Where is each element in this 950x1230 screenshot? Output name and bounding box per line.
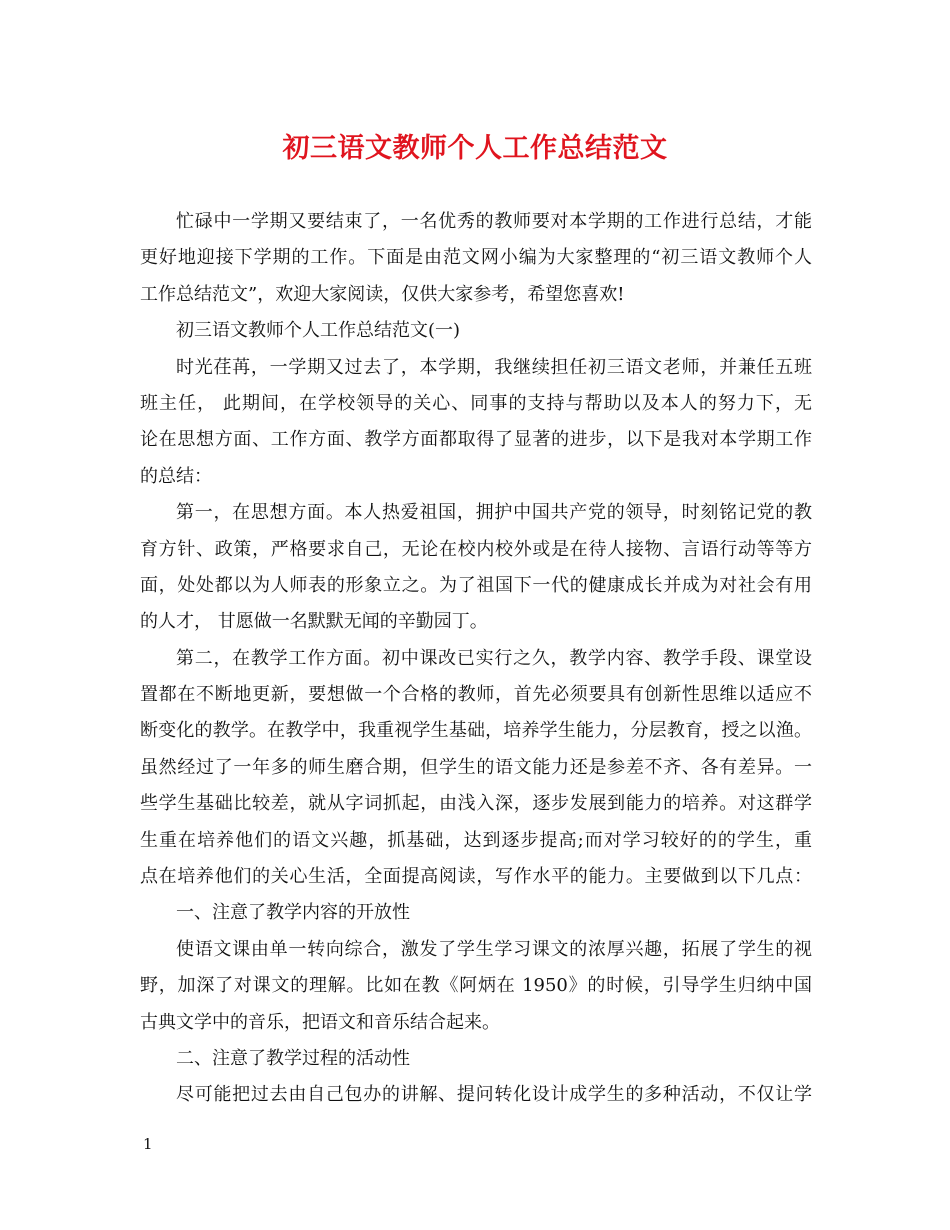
body-line: 断变化的教学。在教学中，我重视学生基础，培养学生能力，分层教育，授之以渔。 bbox=[140, 720, 812, 742]
body-line: 第一，在思想方面。本人热爱祖国，拥护中国共产党的领导，时刻铭记党的教 bbox=[176, 502, 812, 524]
body-line: 论在思想方面、工作方面、教学方面都取得了显著的进步，以下是我对本学期工作 bbox=[140, 429, 812, 451]
body-line: 一、注意了教学内容的开放性 bbox=[176, 902, 410, 924]
body-line: 虽然经过了一年多的师生磨合期，但学生的语文能力还是参差不齐、各有差异。一 bbox=[140, 756, 812, 778]
body-line: 育方针、政策，严格要求自己，无论在校内校外或是在待人接物、言语行动等等方 bbox=[140, 538, 812, 560]
body-line: 生重在培养他们的语文兴趣，抓基础，达到逐步提高;而对学习较好的的学生，重 bbox=[140, 829, 812, 851]
body-line: 二、注意了教学过程的活动性 bbox=[176, 1047, 410, 1069]
body-line: 第二，在教学工作方面。初中课改已实行之久，教学内容、教学手段、课堂设 bbox=[176, 647, 812, 669]
page-number: 1 bbox=[143, 1135, 153, 1153]
body-line: 置都在不断地更新，要想做一个合格的教师，首先必须要具有创新性思维以适应不 bbox=[140, 684, 812, 706]
document-title: 初三语文教师个人工作总结范文 bbox=[282, 133, 668, 164]
body-line: 尽可能把过去由自己包办的讲解、提问转化设计成学生的多种活动，不仅让学 bbox=[176, 1084, 812, 1106]
body-line: 些学生基础比较差，就从字词抓起，由浅入深，逐步发展到能力的培养。对这群学 bbox=[140, 793, 812, 815]
body-line: 的总结： bbox=[140, 465, 212, 487]
body-line: 野，加深了对课文的理解。比如在教《阿炳在 1950》的时候，引导学生归纳中国 bbox=[140, 975, 812, 997]
body-line: 点在培养他们的关心生活，全面提高阅读，写作水平的能力。主要做到以下几点： bbox=[140, 866, 812, 888]
body-line: 工作总结范文”，欢迎大家阅读，仅供大家参考，希望您喜欢! bbox=[140, 283, 625, 305]
body-line: 古典文学中的音乐，把语文和音乐结合起来。 bbox=[140, 1011, 500, 1033]
body-line: 班主任， 此期间，在学校领导的关心、同事的支持与帮助以及本人的努力下，无 bbox=[140, 392, 812, 414]
body-line: 初三语文教师个人工作总结范文(一) bbox=[176, 320, 461, 342]
body-line: 时光荏苒，一学期又过去了，本学期，我继续担任初三语文老师，并兼任五班 bbox=[176, 356, 812, 378]
body-line: 更好地迎接下学期的工作。下面是由范文网小编为大家整理的“初三语文教师个人 bbox=[140, 247, 812, 269]
body-line: 忙碌中一学期又要结束了，一名优秀的教师要对本学期的工作进行总结，才能 bbox=[176, 211, 812, 232]
body-line: 的人才， 甘愿做一名默默无闻的辛勤园丁。 bbox=[140, 611, 488, 633]
body-line: 面，处处都以为人师表的形象立之。为了祖国下一代的健康成长并成为对社会有用 bbox=[140, 574, 812, 596]
document-body bbox=[140, 204, 812, 1114]
body-line: 使语文课由单一转向综合，激发了学生学习课文的浓厚兴趣，拓展了学生的视 bbox=[176, 938, 812, 960]
